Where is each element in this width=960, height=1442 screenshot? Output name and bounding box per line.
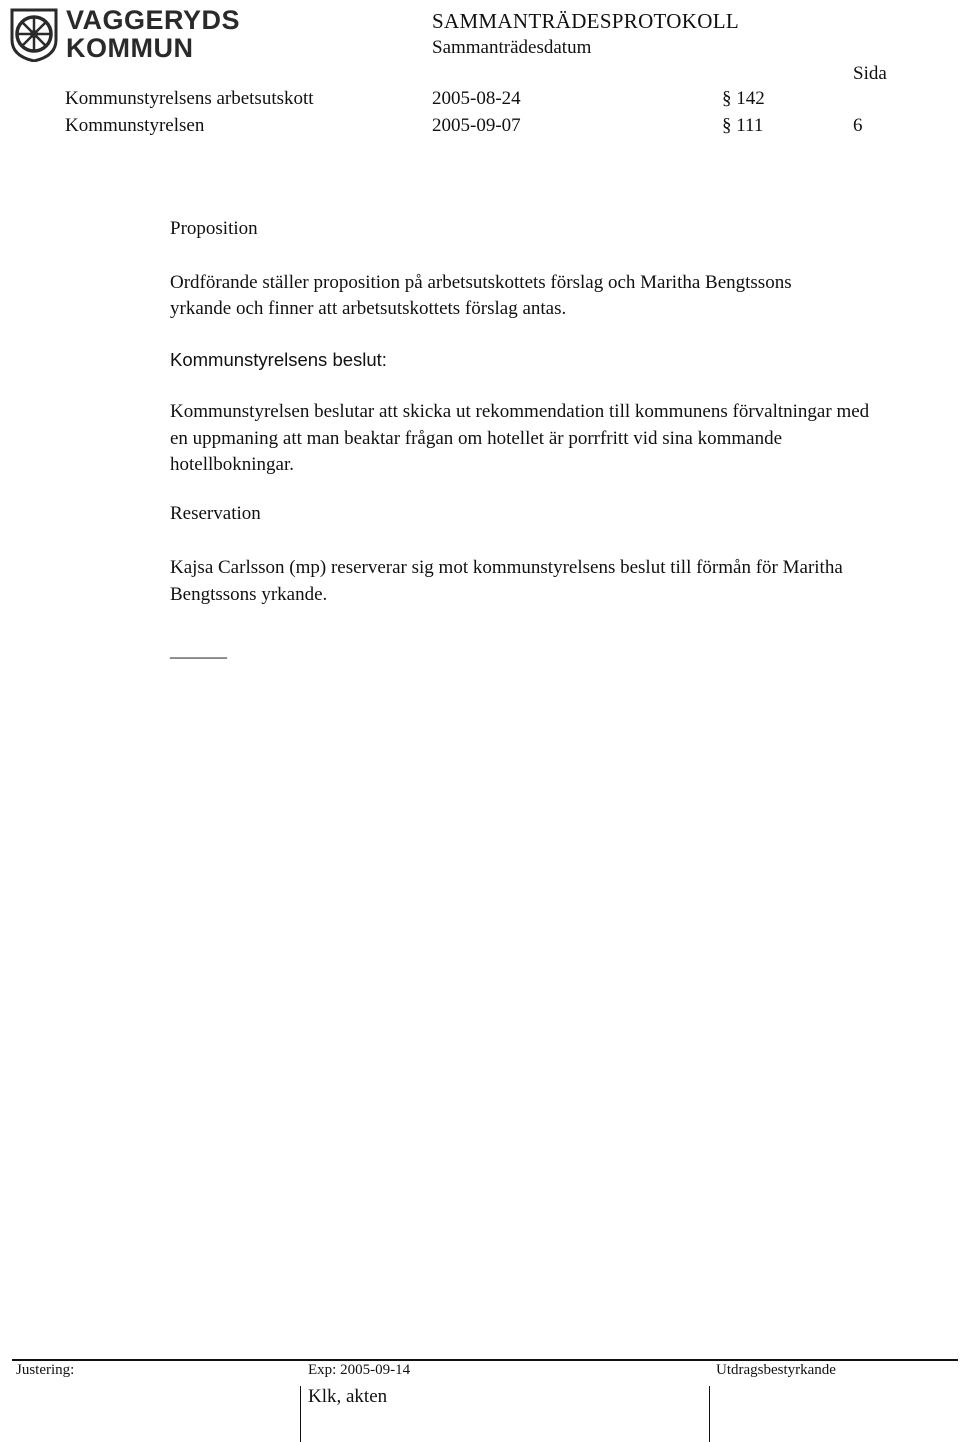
meeting-body-1: Kommunstyrelsens arbetsutskott [65, 88, 314, 109]
footer-column-divider [300, 1386, 301, 1442]
proposition-heading: Proposition [170, 218, 258, 239]
meeting-date-1: 2005-08-24 [432, 88, 521, 109]
logo-text-line1: VAGGERYDS [66, 5, 241, 35]
footer-justering: Justering: [16, 1362, 75, 1378]
page-label: Sida [853, 63, 887, 84]
footer-column-divider [709, 1386, 710, 1442]
meeting-date-label: Sammanträdesdatum [432, 37, 592, 58]
footer-divider [12, 1359, 958, 1361]
meeting-section-2: § 111 [722, 115, 764, 136]
end-marker: ______ [170, 640, 227, 661]
footer-utdragsbestyrkande: Utdragsbestyrkande [716, 1362, 836, 1378]
page-number: 6 [853, 115, 863, 136]
municipality-logo [8, 4, 241, 64]
footer-exp: Exp: 2005-09-14 [308, 1362, 411, 1378]
footer-recipients: Klk, akten [308, 1386, 388, 1407]
meeting-body-2: Kommunstyrelsen [65, 115, 205, 136]
protocol-title: SAMMANTRÄDESPROTOKOLL [432, 9, 739, 33]
meeting-section-1: § 142 [722, 88, 765, 109]
meeting-date-2: 2005-09-07 [432, 115, 521, 136]
decision-text: Kommunstyrelsen beslutar att skicka ut rekommendation till kommunens förvaltningar med en uppmaning att man beaktar frågan om hotellet är porrfritt vid sina kommande hotellbokningar. [170, 401, 870, 475]
logo-text-line2: KOMMUN [66, 33, 194, 63]
decision-heading: Kommunstyrelsens beslut: [170, 349, 387, 370]
wheel-emblem-icon [8, 6, 60, 62]
reservation-heading: Reservation [170, 503, 261, 524]
reservation-text: Kajsa Carlsson (mp) reserverar sig mot kommunstyrelsens beslut till förmån för Maritha Bengtssons yrkande. [170, 557, 843, 605]
proposition-text: Ordförande ställer proposition på arbetsutskottets förslag och Maritha Bengtssons yrkande och finner att arbetsutskottets förslag antas. [170, 272, 792, 319]
